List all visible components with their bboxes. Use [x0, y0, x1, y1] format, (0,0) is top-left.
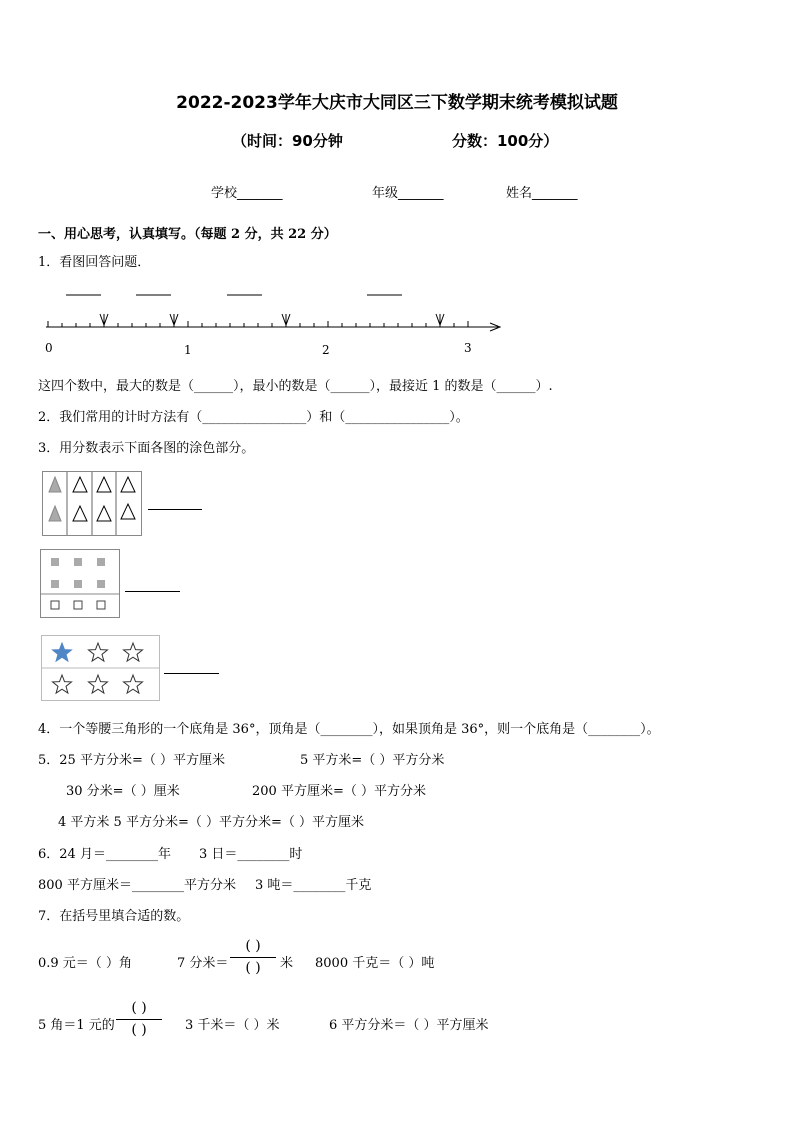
- star-icon: [124, 643, 143, 661]
- answer-blank-fig2[interactable]: [125, 591, 180, 592]
- star-icon: [89, 643, 108, 661]
- fraction-7b[interactable]: [230, 937, 276, 978]
- question-7a[interactable]: 0.9 元＝（ ）角: [38, 956, 132, 971]
- question-5-line2a[interactable]: 30 分米=（ ）厘米: [66, 784, 180, 799]
- tick-marks: [48, 321, 468, 327]
- tick-label-2: 2: [322, 343, 330, 357]
- question-5-line1b[interactable]: 5 平方米=（ ）平方分米: [300, 753, 445, 768]
- question-4[interactable]: 4．一个等腰三角形的一个底角是 36°，顶角是（________），如果顶角是 36°，则一个底角是（________）。: [38, 722, 660, 737]
- school-field[interactable]: 学校_______: [211, 186, 283, 201]
- question-1: 1．看图回答问题．: [38, 255, 151, 270]
- star-icon: [53, 675, 72, 693]
- fraction-numerator[interactable]: ( ): [131, 1000, 147, 1016]
- question-5-line1a[interactable]: 5．25 平方分米=（ ）平方厘米: [38, 753, 225, 768]
- fraction-7d[interactable]: [116, 999, 162, 1040]
- star-figure: [41, 635, 160, 701]
- tick-label-0: 0: [45, 341, 53, 355]
- question-1-answer[interactable]: 这四个数中，最大的数是（______），最小的数是（______），最接近 1 的数是（______）.: [38, 379, 553, 394]
- point-arrow: [170, 314, 178, 325]
- section-heading: 一、用心思考，认真填写。（每题 2 分，共 22 分）: [38, 227, 337, 242]
- square-icon: [51, 558, 105, 609]
- page-title: 2022-2023学年大庆市大同区三下数学期末统考模拟试题: [176, 93, 618, 113]
- question-7b-prefix: 7 分米＝: [177, 956, 229, 971]
- point-arrow: [100, 314, 108, 325]
- question-3: 3．用分数表示下面各图的涂色部分。: [38, 441, 255, 456]
- tick-label-3: 3: [464, 341, 472, 355]
- question-7b-suffix: 米: [280, 956, 294, 971]
- point-arrow: [436, 314, 444, 325]
- exam-time: （时间：90分钟: [232, 132, 343, 150]
- question-2[interactable]: 2．我们常用的计时方法有（________________）和（________________）。: [38, 410, 469, 425]
- question-6-line1a[interactable]: 6．24 月＝________年: [38, 847, 171, 862]
- star-icon: [124, 675, 143, 693]
- star-icon: [53, 643, 72, 661]
- fraction-denominator[interactable]: ( ): [131, 1022, 147, 1038]
- question-7d-prefix: 5 角＝1 元的: [38, 1018, 115, 1033]
- square-figure: [40, 549, 120, 618]
- point-arrow: [282, 314, 290, 325]
- answer-blank-fig1[interactable]: [148, 509, 202, 510]
- question-6-line2a[interactable]: 800 平方厘米＝________平方分米: [38, 878, 236, 893]
- answer-blank-fig3[interactable]: [164, 673, 219, 674]
- question-6-line2b[interactable]: 3 吨＝________千克: [255, 878, 372, 893]
- question-5-line2b[interactable]: 200 平方厘米=（ ）平方分米: [252, 784, 426, 799]
- triangle-figure: [42, 471, 142, 536]
- question-7e[interactable]: 3 千米＝（ ）米: [185, 1018, 280, 1033]
- fraction-denominator[interactable]: ( ): [245, 960, 261, 976]
- fraction-numerator[interactable]: ( ): [245, 938, 261, 954]
- question-7c[interactable]: 8000 千克＝（ ）吨: [315, 956, 435, 971]
- question-7f[interactable]: 6 平方分米＝（ ）平方厘米: [329, 1018, 489, 1033]
- star-icon: [89, 675, 108, 693]
- name-field[interactable]: 姓名_______: [506, 186, 578, 201]
- number-line: [38, 285, 508, 360]
- tick-label-1: 1: [184, 343, 192, 357]
- exam-score: 分数：100分）: [452, 132, 559, 150]
- grade-field[interactable]: 年级_______: [372, 186, 444, 201]
- question-7: 7．在括号里填合适的数。: [38, 909, 190, 924]
- question-5-line3[interactable]: 4 平方米 5 平方分米=（ ）平方分米=（ ）平方厘米: [58, 815, 364, 830]
- question-6-line1b[interactable]: 3 日＝________时: [199, 847, 303, 862]
